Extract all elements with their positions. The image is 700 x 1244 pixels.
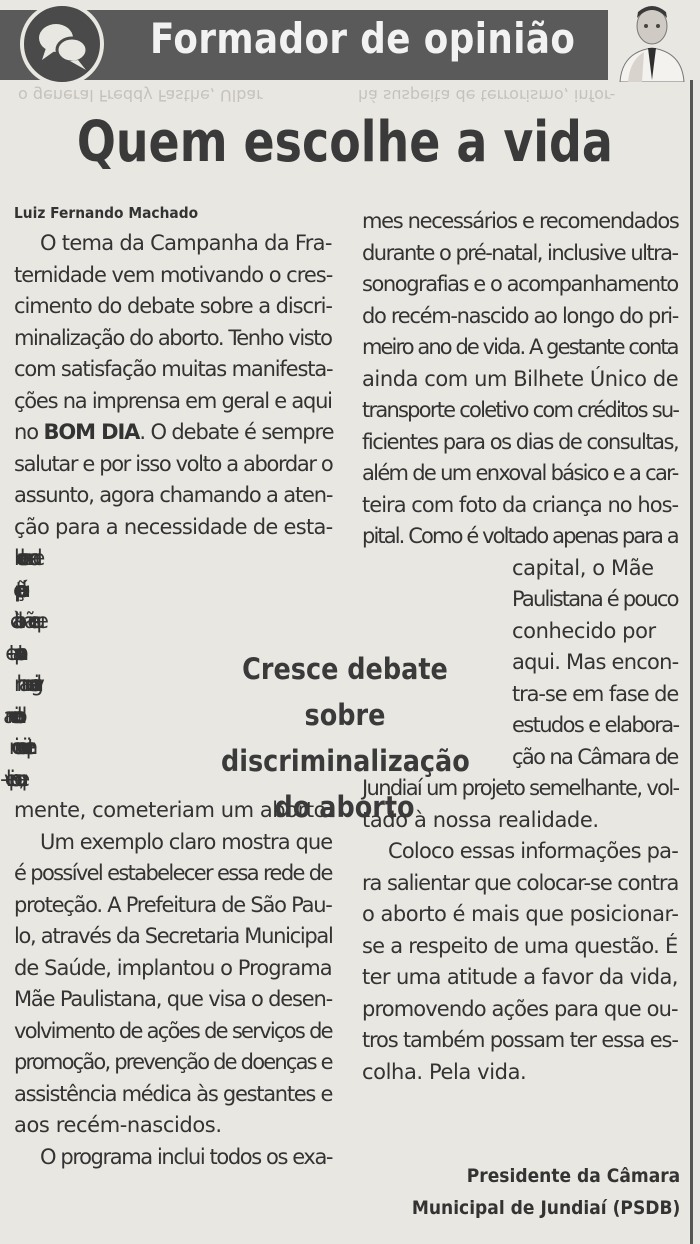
pull-quote	[190, 646, 500, 830]
text-line: promoção, prevenção de doenças e	[14, 1050, 332, 1074]
text-line: de Saúde, implantou o Programa	[14, 955, 332, 980]
text-line: meiro ano de vida. A gestante conta	[362, 335, 678, 359]
text-line: salutar e por isso volto a abordar o	[14, 451, 333, 476]
text-line: com satisfação muitas manifesta-	[14, 357, 333, 381]
text-line: proteção. A Prefeitura de São Pau-	[14, 892, 332, 917]
author-signature	[382, 1160, 680, 1224]
text-line: pital. Como é voltado apenas para a	[362, 524, 678, 548]
bleed-through-text-left: o general Freddy Fasthe, Ulbar	[18, 86, 263, 105]
text-line: colha. Pela vida.	[362, 1059, 527, 1084]
text-line: o aborto é mais que posicionar-	[362, 902, 679, 926]
text-line: sonografias e o acompanhamento	[362, 272, 678, 296]
text-line: transporte coletivo com créditos su-	[362, 398, 679, 422]
signature-line: Municipal de Jundiaí (PSDB)	[411, 1197, 680, 1219]
text-line: Um exemplo claro mostra que	[40, 829, 333, 854]
text-line: O programa inclui todos os exa-	[40, 1144, 333, 1169]
text-line: tros também possam ter essa es-	[362, 1028, 678, 1052]
text-line: aos recém-nascidos.	[14, 1113, 222, 1137]
author-photo	[608, 0, 692, 82]
text-line: é possível estabelecer essa rede de	[14, 861, 332, 885]
text-line: tado à nossa realidade.	[362, 807, 599, 832]
text-line: ter uma atitude a favor da vida,	[362, 965, 678, 989]
text-line: ficientes para os dias de consultas,	[362, 429, 679, 454]
bleed-through-text-right: há suspeita de terrorismo, infor-	[358, 86, 616, 105]
text-line: assunto, agora chamando a aten-	[14, 483, 333, 507]
byline	[14, 204, 214, 222]
pull-quote-line: Cresce debate sobre	[242, 652, 448, 732]
text-line: se a respeito de uma questão. É	[362, 933, 678, 958]
text-line: ternidade vem motivando o cres-	[14, 262, 333, 287]
text-line: minalização do aborto. Tenho visto	[14, 325, 332, 350]
author-name: Luiz Fernando Machado	[14, 204, 199, 222]
speech-bubbles-icon	[34, 16, 92, 74]
signature-line: Presidente da Câmara	[466, 1165, 680, 1187]
text-line: tra-se em fase de	[512, 681, 679, 706]
pull-quote-line: discriminalização	[220, 744, 470, 778]
pull-quote-line: do aborto	[274, 790, 416, 824]
text-line: teira com foto da criança no hos-	[362, 492, 679, 517]
text-line: nham engravida-	[14, 672, 30, 696]
text-line: Paulistana é pouco	[512, 587, 678, 611]
text-line: O tema da Campanha da Fra-	[40, 231, 332, 255]
text-line: no BOM DIA. O debate é sempre	[14, 420, 334, 444]
text-line: de proteção pú-	[14, 577, 17, 602]
text-line: estudos e elabora-	[512, 713, 679, 737]
speech-bubbles-logo	[20, 2, 104, 86]
text-line: ra salientar que colocar-se contra	[362, 870, 679, 895]
text-line: Coloco essas informações pa-	[388, 839, 679, 863]
text-line: capital, o Mãe	[512, 555, 654, 580]
text-line: além de um enxoval básico e a car-	[362, 461, 678, 485]
text-line: aqui. Mas encon-	[512, 650, 679, 674]
text-line: ainda com um Bilhete Único de	[362, 366, 679, 391]
headline	[0, 110, 690, 175]
text-line: lo, através da Secretaria Municipal	[14, 924, 333, 948]
text-line: ção na Câmara de	[512, 744, 678, 769]
text-line: cimento do debate sobre a discri-	[14, 294, 332, 318]
text-line: ção para a necessidade de esta-	[14, 514, 333, 539]
text-line: conhecido por	[512, 618, 656, 643]
text-line: mente, cometeriam um aborto.	[14, 798, 332, 822]
section-title: Formador de opinião	[150, 14, 576, 63]
text-line: mes necessários e recomendados	[362, 209, 679, 233]
text-line: promovendo ações para que ou-	[362, 996, 678, 1021]
text-line: ções na imprensa em geral e aqui	[14, 388, 332, 413]
text-line: blica às mães que	[14, 609, 40, 633]
text-line: Mãe Paulistana, que visa o desen-	[14, 987, 333, 1011]
text-line: Jundiaí um projeto semelhante, vol-	[362, 776, 679, 800]
text-line: do recém-nascido ao longo do pri-	[362, 303, 679, 328]
text-line: inconseqüente e	[14, 735, 25, 759]
page-edge-rule	[690, 80, 693, 1244]
text-line: volvimento de ações de serviços de	[14, 1018, 332, 1043]
text-line: belecer uma rede	[14, 546, 36, 570]
headline-text: Quem escolhe a vida	[76, 110, 614, 175]
text-line: assistência médica às gestantes e	[14, 1081, 333, 1106]
text-line: durante o pré-natal, inclusive ultra-	[362, 240, 678, 265]
